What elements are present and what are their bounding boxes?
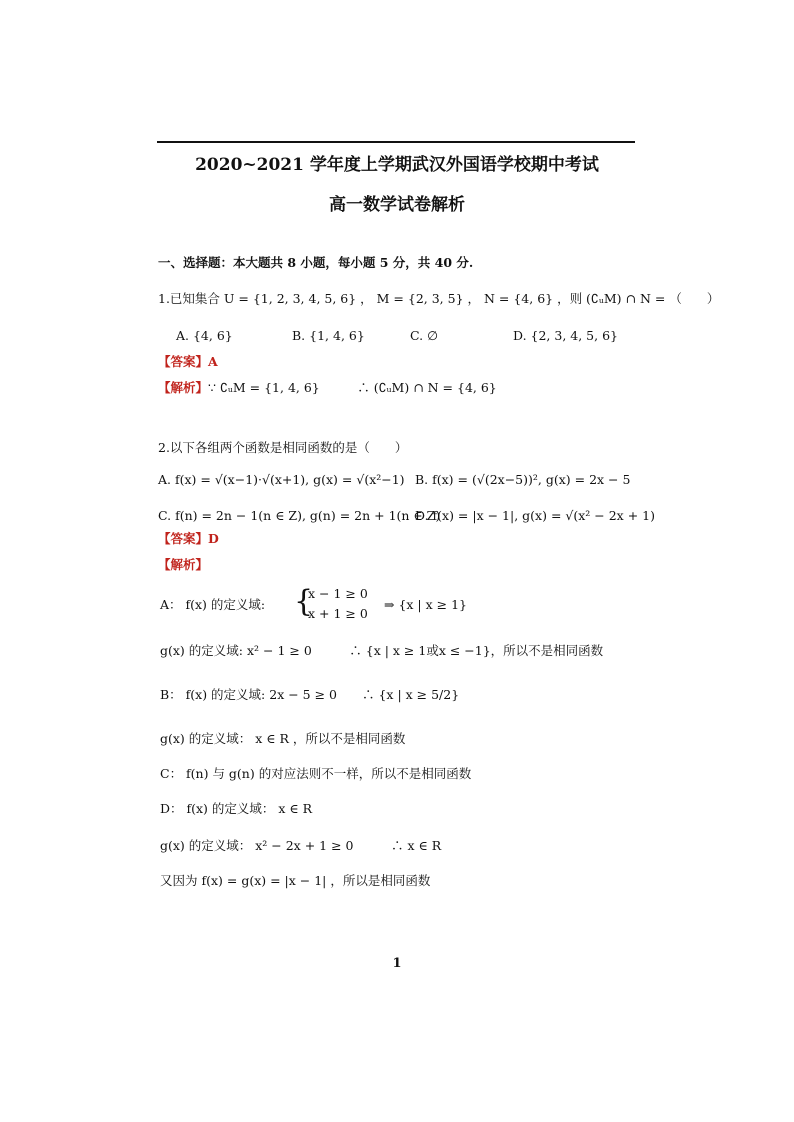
q2-analysis-a-ineq-bottom: x + 1 ≥ 0 — [308, 606, 368, 621]
q2-option-c: C. f(n) = 2n − 1(n ∈ Z), g(n) = 2n + 1(n ∈ Z) — [158, 508, 441, 523]
q2-analysis-d-g: g(x) 的定义域： x² − 2x + 1 ≥ 0 ∴ x ∈ R — [160, 838, 442, 853]
q1-analysis-label: 【解析】 — [158, 380, 209, 395]
q2-analysis-a-result: ⇒ {x | x ≥ 1} — [384, 597, 467, 612]
q1-option-d: D. {2, 3, 4, 5, 6} — [513, 328, 618, 343]
question-1-stem: 1.已知集合 U = {1, 2, 3, 4, 5, 6} ， M = {2, 3, 5} ， N = {4, 6} ，则 (∁ᵤM) ∩ N = （ ） — [158, 291, 720, 306]
section-heading: 一、选择题：本大题共 8 小题，每小题 5 分，共 40 分. — [158, 255, 474, 270]
header-rule — [157, 141, 635, 143]
q2-analysis-c: C： f(n) 与 g(n) 的对应法则不一样，所以不是相同函数 — [160, 766, 472, 781]
q1-answer-value: A — [208, 354, 218, 369]
q2-answer — [158, 531, 219, 547]
page-title: 2020~2021 学年度上学期武汉外国语学校期中考试 — [195, 155, 599, 175]
system-brace: { — [294, 584, 314, 619]
q2-option-d: D. f(x) = |x − 1|, g(x) = √(x² − 2x + 1) — [415, 508, 655, 523]
q1-answer — [158, 354, 218, 370]
q1-option-c: C. ∅ — [410, 328, 438, 343]
q2-option-b: B. f(x) = (√(2x−5))², g(x) = 2x − 5 — [415, 472, 631, 487]
q2-analysis-label: 【解析】 — [158, 557, 209, 572]
q2-answer-label: 【答案】 — [158, 531, 209, 546]
q1-option-a: A. {4, 6} — [176, 328, 233, 343]
question-2-stem: 2.以下各组两个函数是相同函数的是（ ） — [158, 440, 408, 455]
q1-option-b: B. {1, 4, 6} — [292, 328, 365, 343]
q2-analysis-d-conclusion: 又因为 f(x) = g(x) = |x − 1| ，所以是相同函数 — [160, 873, 431, 888]
q2-answer-value: D — [208, 531, 219, 546]
q2-analysis-d-f: D： f(x) 的定义域： x ∈ R — [160, 801, 313, 816]
q1-analysis — [158, 380, 497, 396]
q2-analysis-a-g: g(x) 的定义域: x² − 1 ≥ 0 ∴ {x | x ≥ 1或x ≤ −1}，所以不是相同函数 — [160, 643, 604, 658]
q2-analysis-b-f: B： f(x) 的定义域: 2x − 5 ≥ 0 ∴ {x | x ≥ 5/2} — [160, 687, 460, 702]
q2-analysis-a-prefix: A： f(x) 的定义域: — [160, 597, 266, 612]
page-subtitle: 高一数学试卷解析 — [329, 195, 465, 215]
q2-option-a: A. f(x) = √(x−1)·√(x+1), g(x) = √(x²−1) — [158, 472, 405, 487]
q1-answer-label: 【答案】 — [158, 354, 209, 369]
q1-analysis-text: ∵ ∁ᵤM = {1, 4, 6} ∴ (∁ᵤM) ∩ N = {4, 6} — [208, 380, 497, 395]
q2-analysis-b-g: g(x) 的定义域： x ∈ R ，所以不是相同函数 — [160, 731, 406, 746]
q2-analysis-a-ineq-top: x − 1 ≥ 0 — [308, 586, 368, 601]
page-number: 1 — [392, 956, 402, 971]
